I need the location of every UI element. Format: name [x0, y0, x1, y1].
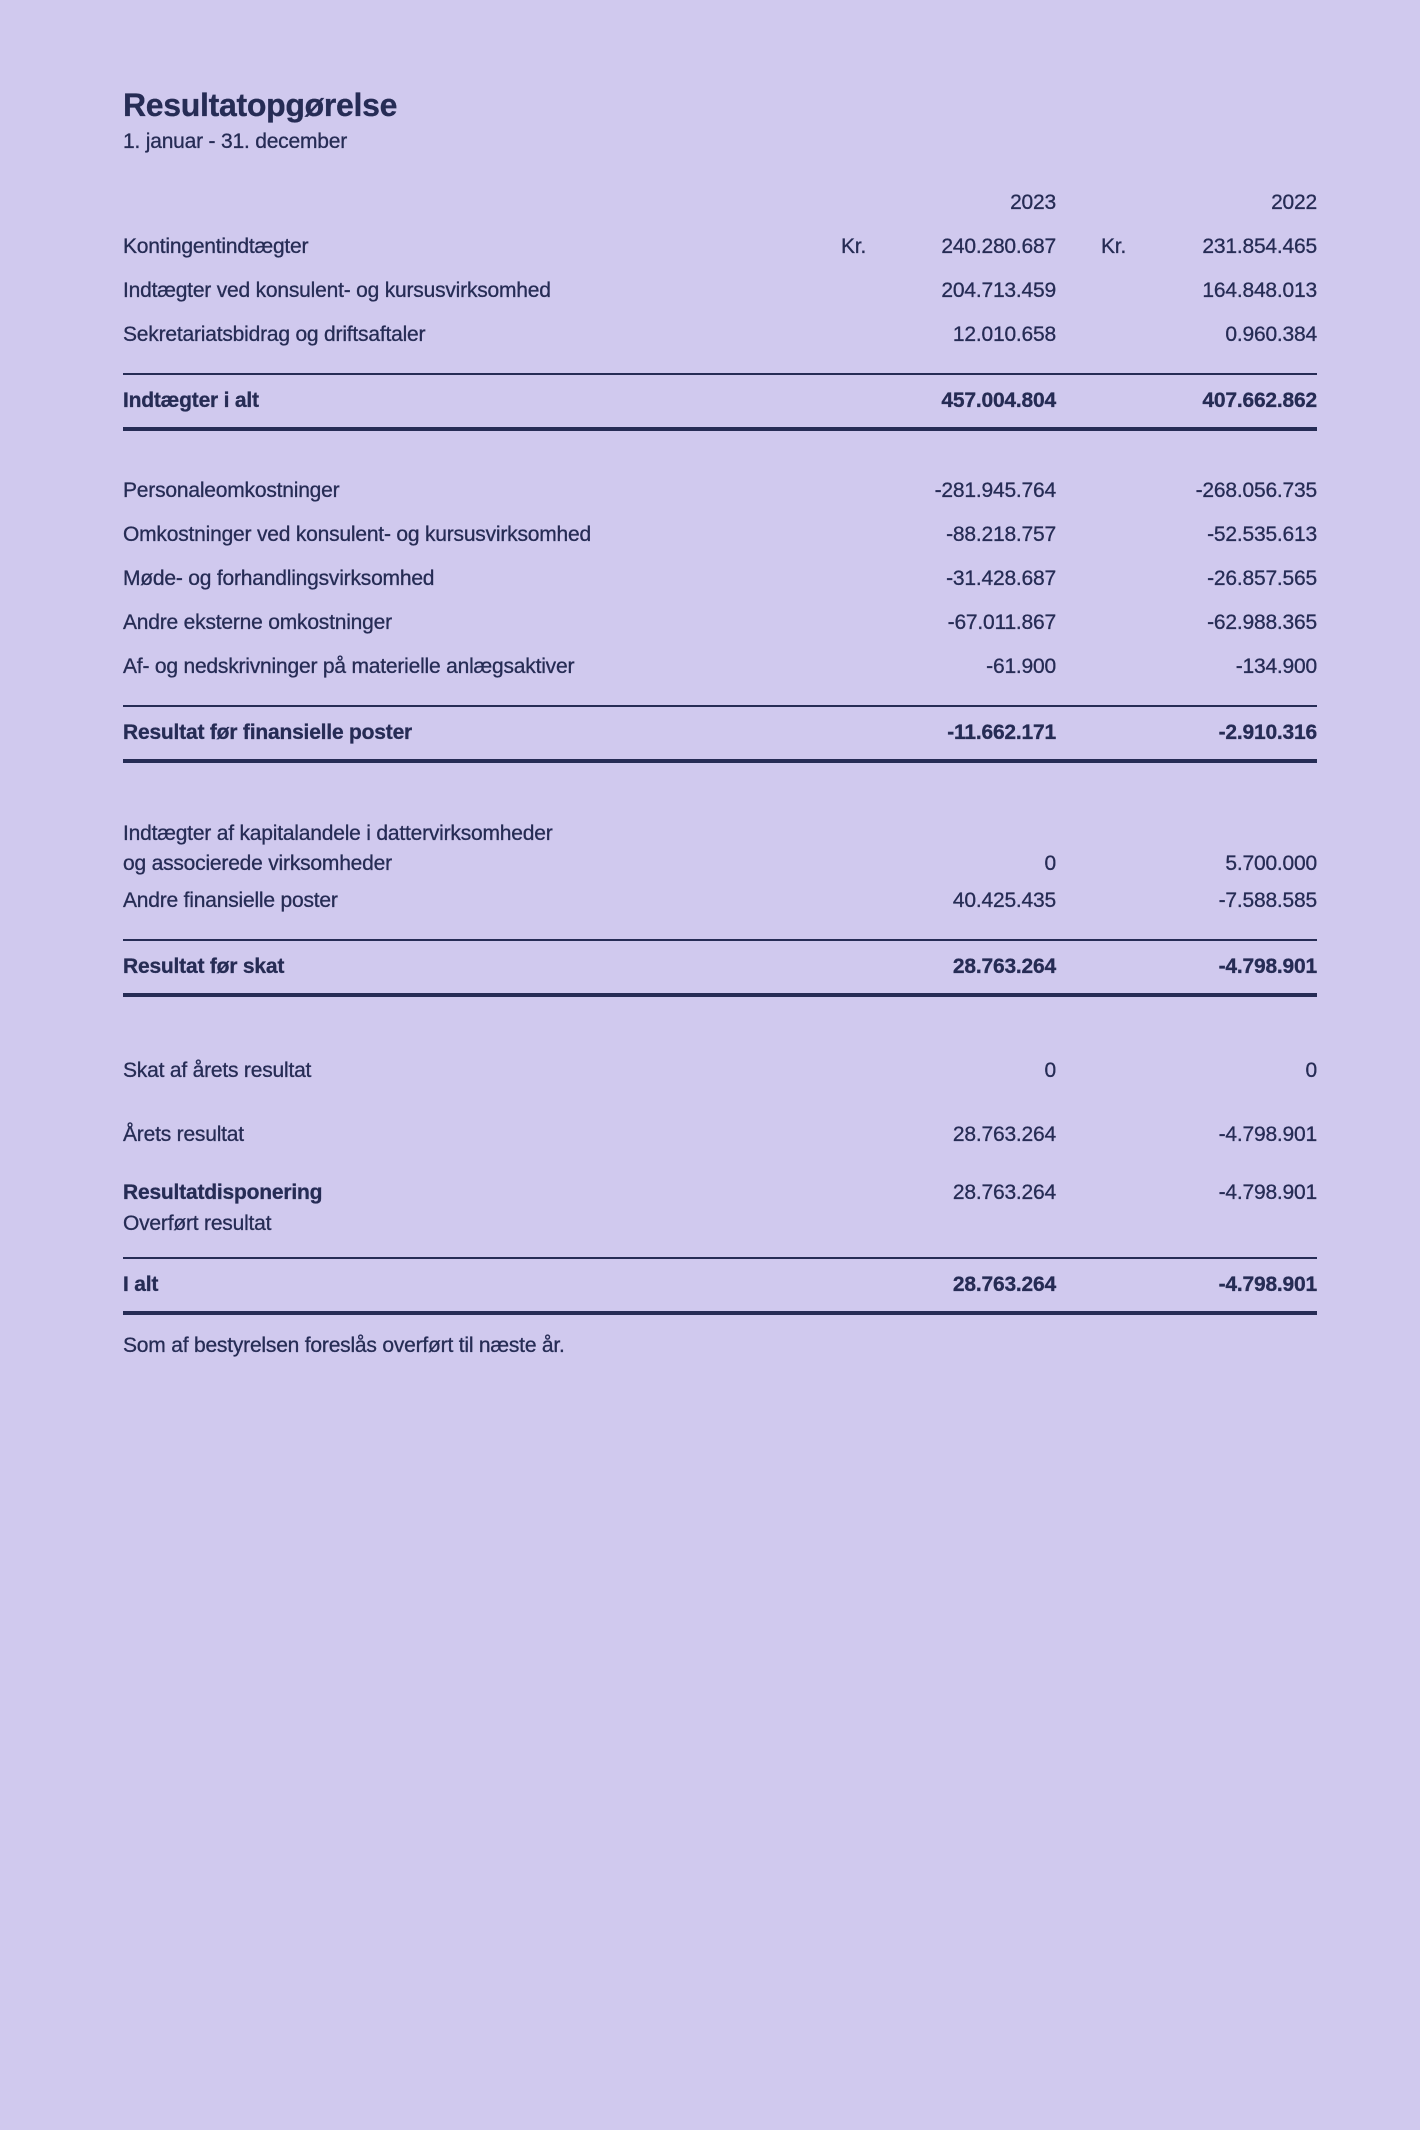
row-value-2022: 0 — [1305, 1059, 1317, 1082]
page-subtitle: 1. januar - 31. december — [123, 130, 347, 153]
row-value-2023: -61.900 — [986, 655, 1056, 678]
row-value-2023: -88.218.757 — [946, 523, 1056, 546]
table-row — [123, 645, 1317, 689]
row-label: Resultat før finansielle poster — [123, 721, 413, 744]
row-label — [123, 1177, 841, 1239]
table-row — [123, 705, 1317, 763]
table-row — [123, 601, 1317, 645]
page-title: Resultatopgørelse — [123, 87, 398, 123]
row-value-2023: 204.713.459 — [941, 279, 1056, 302]
row-label — [123, 819, 841, 879]
row-value-2022: -26.857.565 — [1207, 567, 1317, 590]
row-value-2022: -268.056.735 — [1195, 479, 1317, 502]
row-label-line1: Indtægter af kapitalandele i dattervirksomheder — [123, 822, 553, 845]
row-value-2022: -4.798.901 — [1218, 1273, 1317, 1296]
row-label: Møde- og forhandlingsvirksomhed — [123, 567, 435, 590]
row-label-line2: og associerede virksomheder — [123, 852, 392, 875]
table-rows — [123, 225, 1317, 1315]
row-value-2023: 457.004.804 — [941, 389, 1056, 412]
table-row — [123, 269, 1317, 313]
row-value-2023: 28.763.264 — [952, 1273, 1056, 1296]
row-label: Andre eksterne omkostninger — [123, 611, 392, 634]
row-value-2022: -2.910.316 — [1218, 721, 1317, 744]
row-label: I alt — [123, 1273, 159, 1296]
table-row — [123, 1177, 1317, 1241]
row-label: Personaleomkostninger — [123, 479, 340, 502]
row-label: Andre finansielle poster — [123, 889, 338, 912]
row-value-2023: -67.011.867 — [947, 611, 1056, 634]
row-value-2023: -11.662.171 — [947, 721, 1056, 744]
table-row — [123, 815, 1317, 879]
row-value-2023: 12.010.658 — [952, 323, 1056, 346]
row-value-2022: 0.960.384 — [1225, 323, 1317, 346]
row-label-line1: Resultatdisponering — [123, 1181, 323, 1204]
table-row — [123, 225, 1317, 269]
row-label: Kontingentindtægter — [123, 235, 309, 258]
report-content — [123, 0, 1317, 1359]
table-row — [123, 557, 1317, 601]
table-row — [123, 1257, 1317, 1315]
year-header-2022: 2022 — [1271, 191, 1317, 214]
row-label: Omkostninger ved konsulent- og kursusvirksomhed — [123, 523, 591, 546]
row-label: Sekretariatsbidrag og driftsaftaler — [123, 323, 426, 346]
row-value-2022: 407.662.862 — [1202, 389, 1317, 412]
row-value-2022: 164.848.013 — [1202, 279, 1317, 302]
row-label: Skat af årets resultat — [123, 1059, 312, 1082]
row-value-2022: -7.588.585 — [1218, 889, 1317, 912]
row-value-2022: 5.700.000 — [1225, 852, 1317, 875]
currency-label: Kr. — [841, 235, 867, 258]
row-value-2023: 28.763.264 — [952, 1181, 1056, 1204]
table-row — [123, 939, 1317, 997]
row-value-2022: -134.900 — [1235, 655, 1317, 678]
table-row — [123, 469, 1317, 513]
row-label: Indtægter ved konsulent- og kursusvirksomhed — [123, 279, 551, 302]
table-row — [123, 373, 1317, 431]
row-value-2023: 0 — [1044, 852, 1056, 875]
row-label: Årets resultat — [123, 1123, 244, 1146]
row-value-2022: 231.854.465 — [1202, 235, 1317, 258]
row-value-2023: 240.280.687 — [941, 235, 1056, 258]
row-label: Resultat før skat — [123, 955, 285, 978]
row-label: Indtægter i alt — [123, 389, 259, 412]
row-value-2023: 28.763.264 — [952, 1123, 1056, 1146]
table-row — [123, 879, 1317, 923]
row-value-2023: -281.945.764 — [934, 479, 1056, 502]
row-value-2022: -62.988.365 — [1207, 611, 1317, 634]
row-value-2022: -52.535.613 — [1207, 523, 1317, 546]
row-value-2022: -4.798.901 — [1218, 1123, 1317, 1146]
row-value-2023: 28.763.264 — [952, 955, 1056, 978]
table-row — [123, 513, 1317, 557]
table-row — [123, 313, 1317, 357]
row-value-2023: 0 — [1044, 1059, 1056, 1082]
table-row — [123, 1113, 1317, 1157]
row-value-2022: -4.798.901 — [1218, 955, 1317, 978]
year-header-2023: 2023 — [1010, 191, 1056, 214]
table-year-header — [123, 181, 1317, 225]
row-label: Af- og nedskrivninger på materielle anlægsaktiver — [123, 655, 575, 678]
row-value-2023: -31.428.687 — [946, 567, 1056, 590]
currency-label: Kr. — [1101, 235, 1127, 258]
row-value-2022: -4.798.901 — [1218, 1181, 1317, 1204]
table-row — [123, 1049, 1317, 1093]
footnote: Som af bestyrelsen foreslås overført til næste år. — [123, 1334, 565, 1357]
row-value-2023: 40.425.435 — [952, 889, 1056, 912]
row-label-line2: Overført resultat — [123, 1212, 272, 1235]
